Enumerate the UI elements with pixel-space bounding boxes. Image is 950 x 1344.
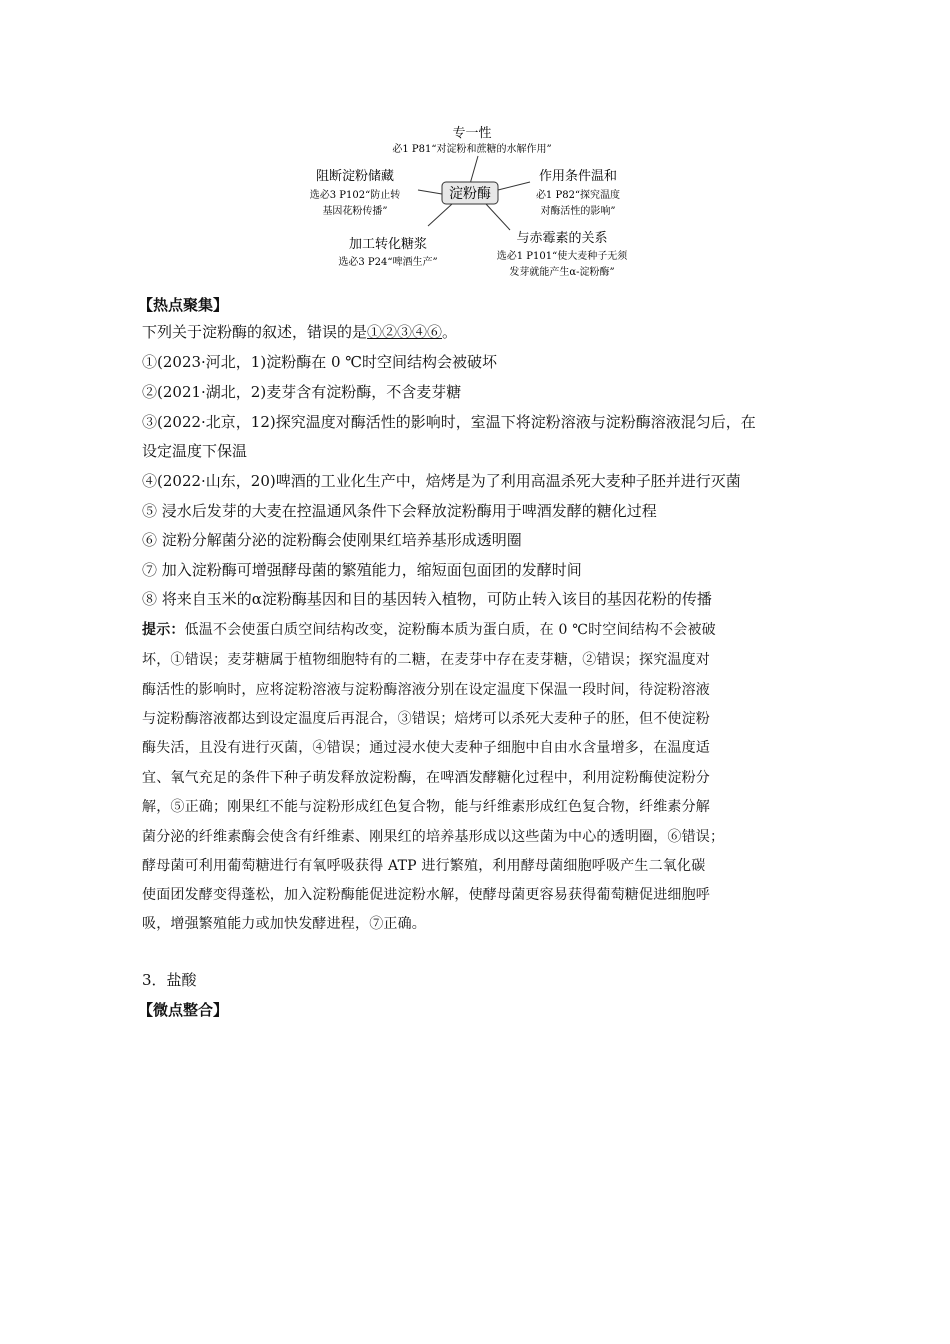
hint-line: 宜、氧气充足的条件下种子萌发释放淀粉酶，在啤酒发酵糖化过程中，利用淀粉酶使淀粉分 (142, 770, 710, 786)
branch-gibberellin-title: 与赤霉素的关系 (516, 231, 608, 246)
branch-specificity-source: 必1 P81“对淀粉和蔗糖的水解作用” (392, 144, 552, 155)
connector-gibberellin (486, 204, 510, 230)
branch-mild-conditions-source-1: 必1 P82“探究温度 (535, 190, 621, 201)
hint-line: 菌分泌的纤维素酶会使含有纤维素、刚果红的培养基形成以这些菌为中心的透明圈，⑥错误； (142, 829, 725, 845)
connector-block-storage (418, 190, 442, 194)
branch-block-storage-source-1: 选必3 P102“防止转 (309, 190, 401, 201)
statement-item: ⑦ 加入淀粉酶可增强酵母菌的繁殖能力，缩短面包面团的发酵时间 (142, 561, 582, 579)
hint-line: 坏，①错误；麦芽糖属于植物细胞特有的二糖，在麦芽中存在麦芽糖，②错误；探究温度对 (142, 652, 710, 668)
hint-line: 吸，增强繁殖能力或加快发酵进程，⑦正确。 (142, 916, 426, 932)
enzyme-mind-map (300, 118, 645, 288)
hint-line: 使面团发酵变得蓬松，加入淀粉酶能促进淀粉水解，使酵母菌更容易获得葡萄糖促进细胞呼 (142, 887, 710, 903)
hint-line (142, 619, 716, 639)
branch-mild-conditions-title: 作用条件温和 (538, 169, 618, 184)
branch-mild-conditions-source-2: 对酶活性的影响” (540, 206, 616, 217)
statement-item: ④(2022·山东，20)啤酒的工业化生产中，焙烤是为了利用高温杀死大麦种子胚并进行灭菌 (142, 472, 741, 490)
branch-block-storage-title: 阻断淀粉储藏 (315, 169, 395, 184)
branch-syrup-source: 选必3 P24“啤酒生产” (338, 257, 438, 268)
hint-label: 提示： (142, 622, 185, 638)
connector-mild-conditions (498, 182, 530, 190)
hotspot-heading: 【热点聚集】 (138, 296, 229, 314)
hint-line: 与淀粉酶溶液都达到设定温度后再混合，③错误；焙烤可以杀死大麦种子的胚，但不使淀粉 (142, 711, 710, 727)
branch-block-storage-source-2: 基因花粉传播” (322, 206, 388, 217)
center-node-label: 淀粉酶 (449, 186, 491, 202)
section-subheading: 【微点整合】 (138, 1001, 229, 1019)
hint-line: 酶活性的影响时，应将淀粉溶液与淀粉酶溶液分别在设定温度下保温一段时间，待淀粉溶液 (142, 682, 710, 698)
question-suffix: 。 (442, 323, 458, 341)
statement-item: ⑧ 将来自玉米的α淀粉酶基因和目的基因转入植物，可防止转入该目的基因花粉的传播 (142, 590, 712, 608)
hint-line: 酶失活，且没有进行灭菌，④错误；通过浸水使大麦种子细胞中自由水含量增多，在温度适 (142, 740, 710, 756)
hint-text: 低温不会使蛋白质空间结构改变，淀粉酶本质为蛋白质，在 0 ℃时空间结构不会被破 (184, 622, 716, 638)
statement-item: ③(2022·北京，12)探究温度对酶活性的影响时，室温下将淀粉溶液与淀粉酶溶液混匀后，在 (142, 413, 756, 431)
question-stem (142, 321, 457, 342)
hint-line: 解，⑤正确；刚果红不能与淀粉形成红色复合物，能与纤维素形成红色复合物，纤维素分解 (142, 799, 710, 815)
hint-line: 酵母菌可利用葡萄糖进行有氧呼吸获得 ATP 进行繁殖，利用酵母菌细胞呼吸产生二氧化碳 (142, 858, 706, 874)
branch-gibberellin-source-2: 发芽就能产生α-淀粉酶” (509, 267, 615, 278)
branch-syrup-title: 加工转化糖浆 (348, 237, 428, 252)
connector-syrup (428, 204, 452, 226)
question-prefix: 下列关于淀粉酶的叙述，错误的是 (142, 323, 368, 341)
statement-item-continued: 设定温度下保温 (142, 442, 248, 460)
statement-item: ②(2021·湖北，2)麦芽含有淀粉酶，不含麦芽糖 (142, 383, 462, 401)
connector-specificity (470, 156, 478, 184)
statement-item: ⑤ 浸水后发芽的大麦在控温通风条件下会释放淀粉酶用于啤酒发酵的糖化过程 (142, 502, 657, 520)
branch-gibberellin-source-1: 选必1 P101“使大麦种子无须 (496, 251, 628, 262)
section-title: 3．盐酸 (142, 971, 197, 989)
statement-item: ⑥ 淀粉分解菌分泌的淀粉酶会使刚果红培养基形成透明圈 (142, 531, 522, 549)
question-answer: ①②③④⑥ (367, 323, 443, 341)
statement-item: ①(2023·河北，1)淀粉酶在 0 ℃时空间结构会被破坏 (142, 353, 498, 371)
branch-specificity-title: 专一性 (452, 126, 492, 141)
